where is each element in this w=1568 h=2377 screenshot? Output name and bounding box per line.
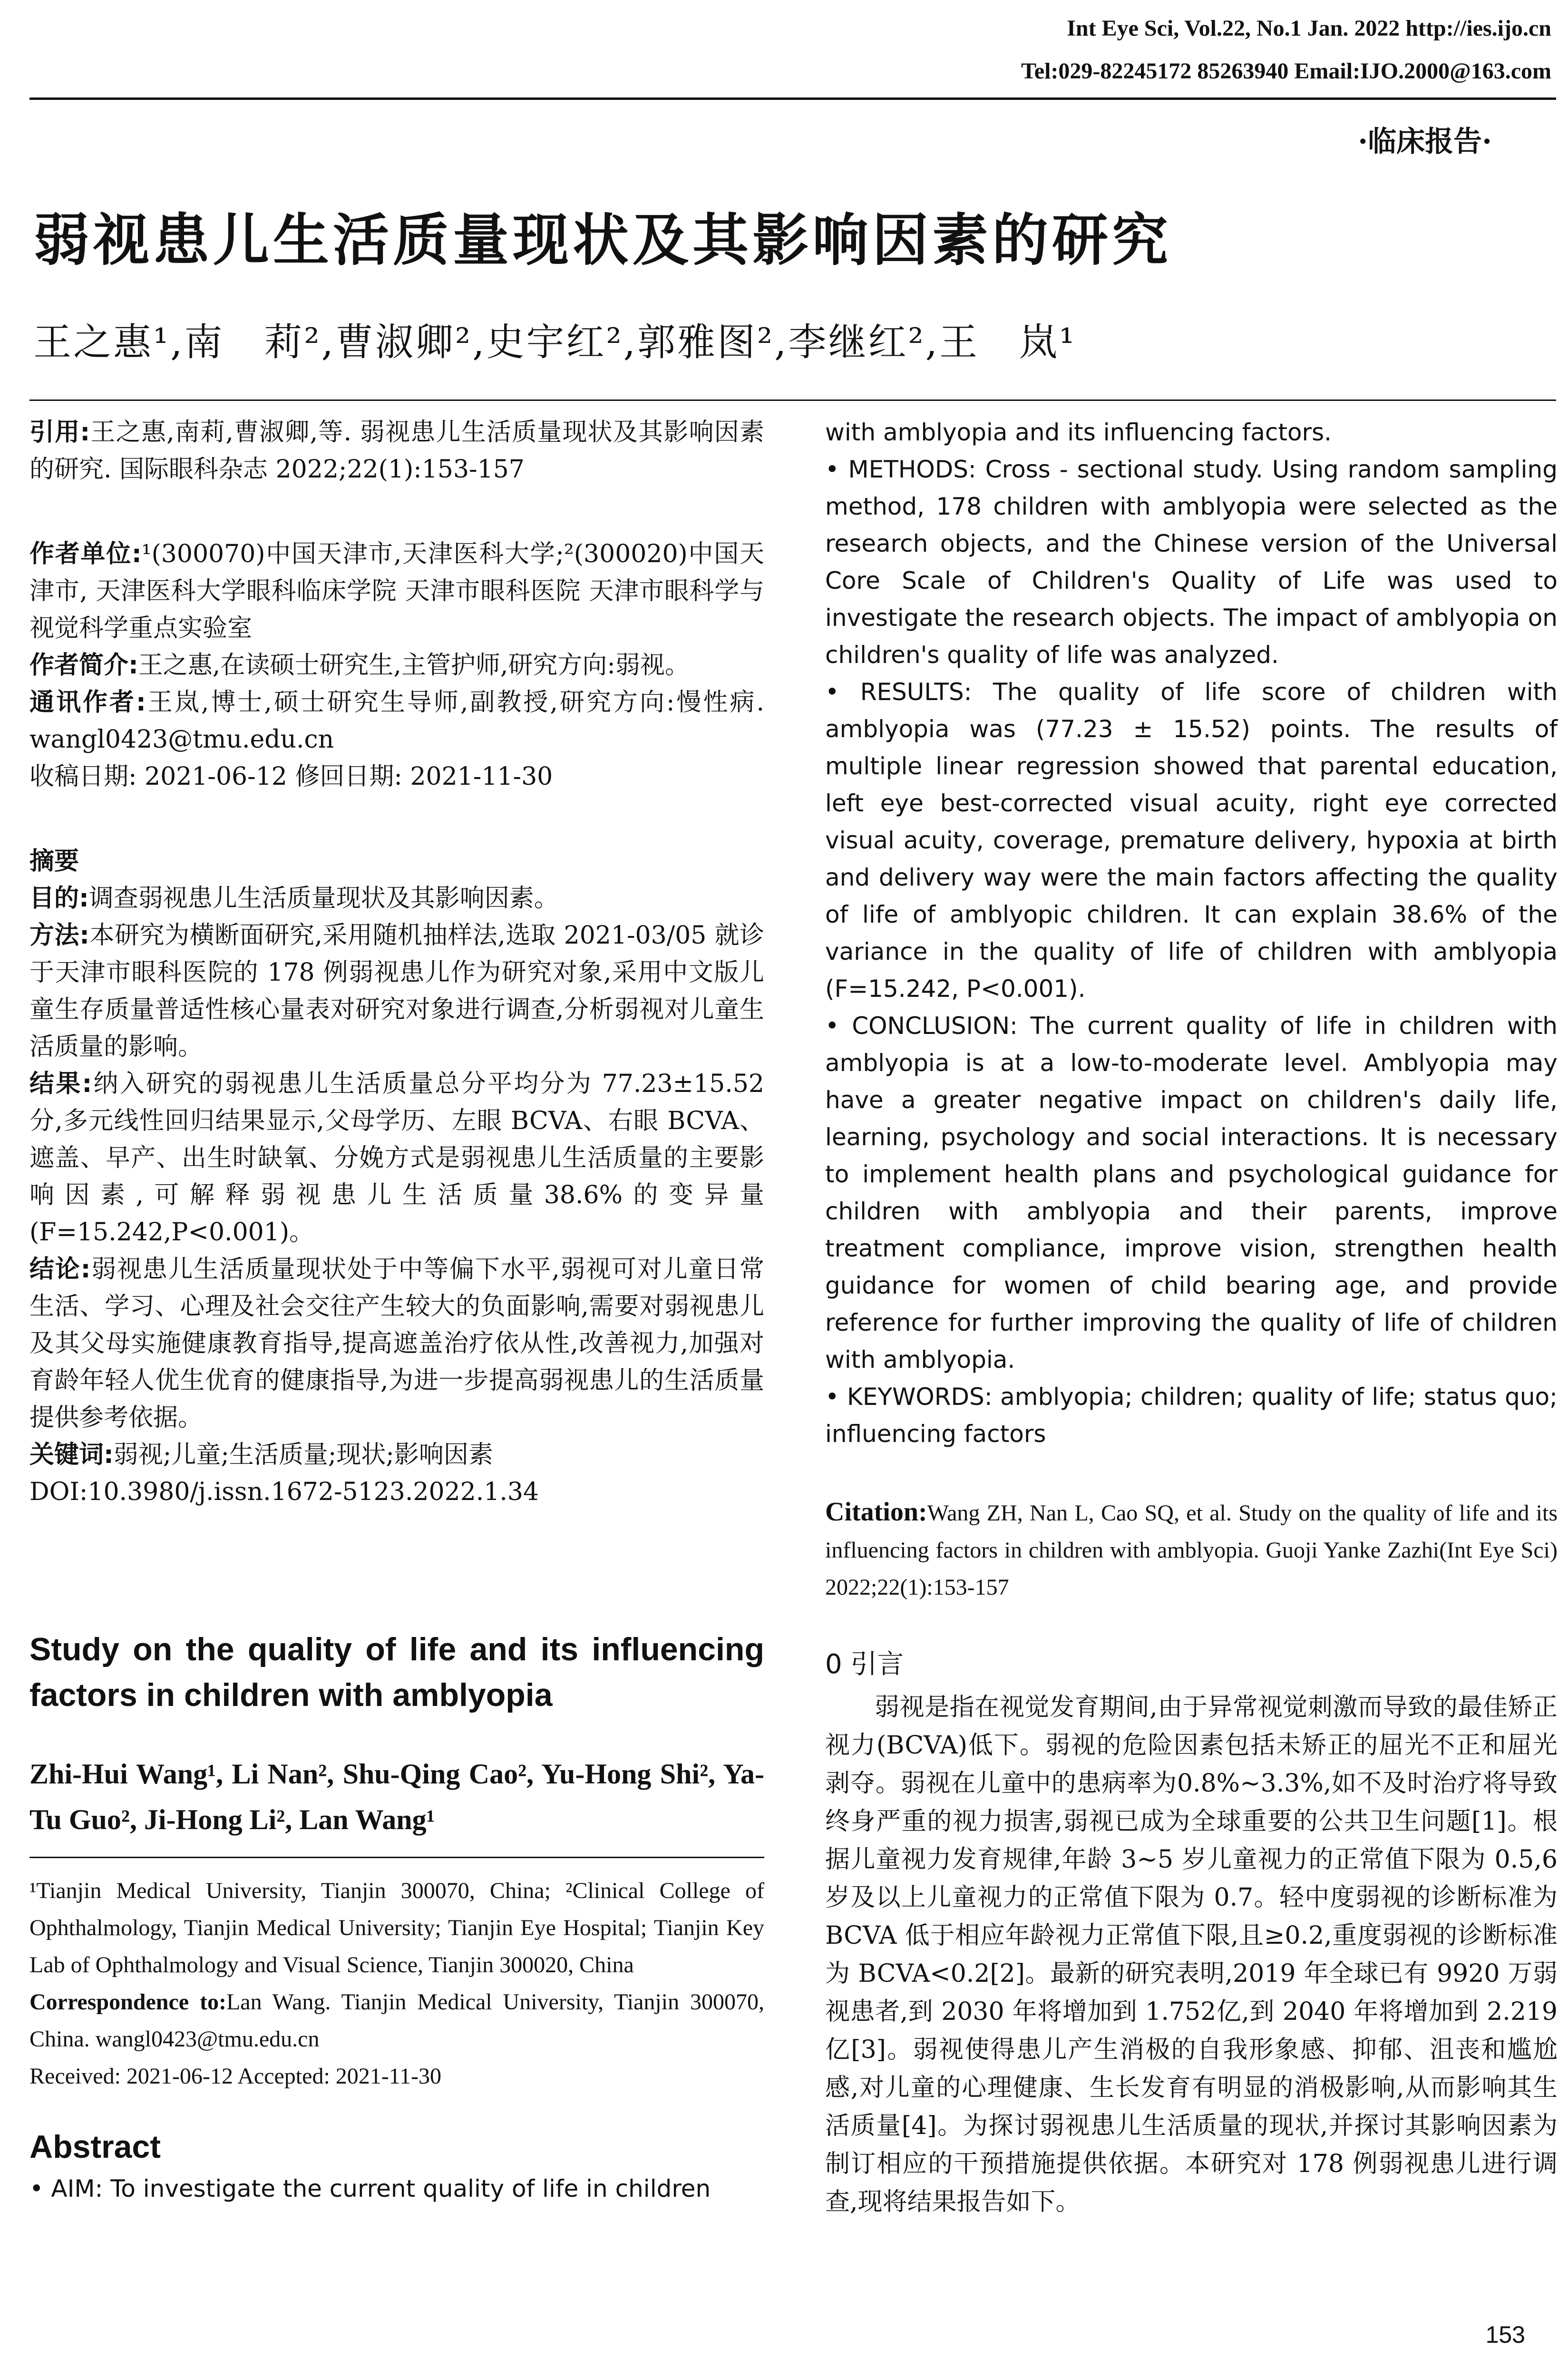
keywords-en: • KEYWORDS: amblyopia; children; quality of life; status quo; influencing factors: [825, 1383, 1558, 1448]
intro-heading: 0 引言: [825, 1649, 904, 1680]
received-dates: 收稿日期: 2021-06-12 修回日期: 2021-11-30: [29, 762, 553, 791]
title-rule: [29, 399, 1556, 401]
introduction: [825, 1646, 1558, 2221]
aim-en: • AIM: To investigate the current quality of life in children: [29, 2175, 711, 2202]
journal-header-line2: Tel:029-82245172 85263940 Email:IJO.2000@163.com: [1021, 58, 1551, 84]
intro-paragraph: 弱视是指在视觉发育期间,由于异常视觉刺激而导致的最佳矫正视力(BCVA)低下。弱视的危险因素包括未矫正的屈光不正和屈光剥夺。弱视在儿童中的患病率为0.8%~3.3%,如不及时治疗将导致终身严重的视力损害,弱视已成为全球重要的公共卫生问题[1]。根据儿童视力发育规律,年龄 3~5 岁儿童视力的正常值下限为 0.5,6 岁及以上儿童视力的正常值下限为 0.7。轻中度弱视的诊断标准为 BCVA 低于相应年龄视力正常值下限,且≥0.2,重度弱视的诊断标准为 BCVA<0.2[2]。最新的研究表明,2019 年全球已有 9920 万弱视患者,到 2030 年将增加到 1.752亿,到 2040 年将增加到 2.219 亿[3]。弱视使得患儿产生消极的自我形象感、抑郁、沮丧和尴尬感,对儿童的心理健康、生长发育有明显的消极影响,从而影响其生活质量[4]。为探讨弱视患儿生活质量的现状,并探讨其影响因素为制订相应的干预措施提供依据。本研究对 178 例弱视患儿进行调查,现将结果报告如下。: [825, 1693, 1558, 2216]
abstract-heading-en: Abstract: [29, 2129, 161, 2165]
methods-en: • METHODS: Cross - sectional study. Using random sampling method, 178 children with amblyopia were selected as the research objects, and the Chinese version of the Universal Core Scale of Children's Quality of Life was used to investigate the research objects. The impact of amblyopia on children's quality of life was analyzed.: [825, 456, 1558, 669]
english-title: Study on the quality of life and its influencing factors in children with amblyopia: [29, 1631, 764, 1713]
citation-en: Citation:Wang ZH, Nan L, Cao SQ, et al. Study on the quality of life and its influencing factors in children with amblyopia. Guoji Yanke Zazhi(Int Eye Sci) 2022;22(1):153-157: [825, 1497, 1558, 1600]
left-column: [29, 414, 764, 1510]
right-column: [825, 414, 1558, 1452]
aim-en-continued: with amblyopia and its influencing factors.: [825, 419, 1332, 446]
author-bio: 作者简介:王之惠,在读硕士研究生,主管护师,研究方向:弱视。: [29, 651, 690, 680]
page-number: 153: [1485, 2321, 1525, 2348]
journal-header-line1: Int Eye Sci, Vol.22, No.1 Jan. 2022 http://ies.ijo.cn: [1067, 16, 1551, 41]
article-title: 弱视患儿生活质量现状及其影响因素的研究: [33, 207, 1172, 273]
results-cn: 结果:纳入研究的弱视患儿生活质量总分平均分为 77.23±15.52 分,多元线性回归结果显示,父母学历、左眼 BCVA、右眼 BCVA、遮盖、早产、出生时缺氧、分娩方式是弱视患儿生活质量的主要影响因素,可解释弱视患儿生活质量38.6%的变异量(F=15.242,P<0.001)。: [29, 1070, 764, 1247]
citation-en-block: [825, 1493, 1558, 1606]
english-authors: Zhi-Hui Wang¹, Li Nan², Shu-Qing Cao², Yu-Hong Shi², Ya-Tu Guo², Ji-Hong Li², Lan Wang¹: [29, 1758, 764, 1835]
conclusion-cn: 结论:弱视患儿生活质量现状处于中等偏下水平,弱视可对儿童日常生活、学习、心理及社会交往产生较大的负面影响,需要对弱视患儿及其父母实施健康教育指导,提高遮盖治疗依从性,改善视力,加强对育龄年轻人优生优育的健康指导,为进一步提高弱视患儿的生活质量提供参考依据。: [29, 1255, 764, 1432]
received-accepted: Received: 2021-06-12 Accepted: 2021-11-30: [29, 2064, 441, 2089]
affiliation-rule: [29, 1857, 764, 1858]
aim-cn: 目的:调查弱视患儿生活质量现状及其影响因素。: [29, 884, 559, 913]
conclusion-en: • CONCLUSION: The current quality of life in children with amblyopia is at a low-to-moderate level. Amblyopia may have a greater negative impact on children's daily life, learning, psychology and social interactions. It is necessary to implement health plans and psychological guidance for children with amblyopia and their parents, improve treatment compliance, improve vision, strengthen health guidance for women of child bearing age, and provide reference for further improving the quality of life of children with amblyopia.: [825, 1012, 1558, 1374]
correspondence-en: Correspondence to:Lan Wang. Tianjin Medical University, Tianjin 300070, China. wangl0423@tmu.edu.cn: [29, 1989, 764, 2052]
section-label: ·临床报告·: [1358, 125, 1492, 158]
keywords-cn: 关键词:弱视;儿童;生活质量;现状;影响因素: [29, 1441, 493, 1469]
author-list: 王之惠¹,南 莉²,曹淑卿²,史宇红²,郭雅图²,李继红²,王 岚¹: [33, 320, 1077, 364]
abstract-heading-cn: 摘要: [29, 847, 79, 876]
doi: DOI:10.3980/j.issn.1672-5123.2022.1.34: [29, 1478, 539, 1506]
methods-cn: 方法:本研究为横断面研究,采用随机抽样法,选取 2021-03/05 就诊于天津市眼科医院的 178 例弱视患儿作为研究对象,采用中文版儿童生存质量普适性核心量表对研究对象进行调查,分析弱视对儿童生活质量的影响。: [29, 921, 764, 1061]
corresponding-author: 通讯作者:王岚,博士,硕士研究生导师,副教授,研究方向:慢性病. wangl0423@tmu.edu.cn: [29, 688, 765, 754]
affiliation-en: ¹Tianjin Medical University, Tianjin 300070, China; ²Clinical College of Ophthalmology, Tianjin Medical University; Tianjin Eye Hospital; Tianjin Key Lab of Ophthalmology and Visual Science, Tianjin 300020, China: [29, 1878, 764, 1978]
author-unit: 作者单位:¹(300070)中国天津市,天津医科大学;²(300020)中国天津市, 天津医科大学眼科临床学院 天津市眼科医院 天津市眼科学与视觉科学重点实验室: [29, 540, 764, 643]
results-en: • RESULTS: The quality of life score of children with amblyopia was (77.23 ± 15.52) points. The results of multiple linear regression showed that parental education, left eye best-corrected visual acuity, right eye corrected visual acuity, coverage, premature delivery, hypoxia at birth and delivery way were the main factors affecting the quality of life of amblyopic children. It can explain 38.6% of the variance in the quality of life of children with amblyopia (F=15.242, P<0.001).: [825, 678, 1558, 1003]
english-block: [29, 1627, 764, 2207]
header-rule: [29, 97, 1556, 100]
citation-cn: 引用:王之惠,南莉,曹淑卿,等. 弱视患儿生活质量现状及其影响因素的研究. 国际眼科杂志 2022;22(1):153-157: [29, 418, 764, 484]
